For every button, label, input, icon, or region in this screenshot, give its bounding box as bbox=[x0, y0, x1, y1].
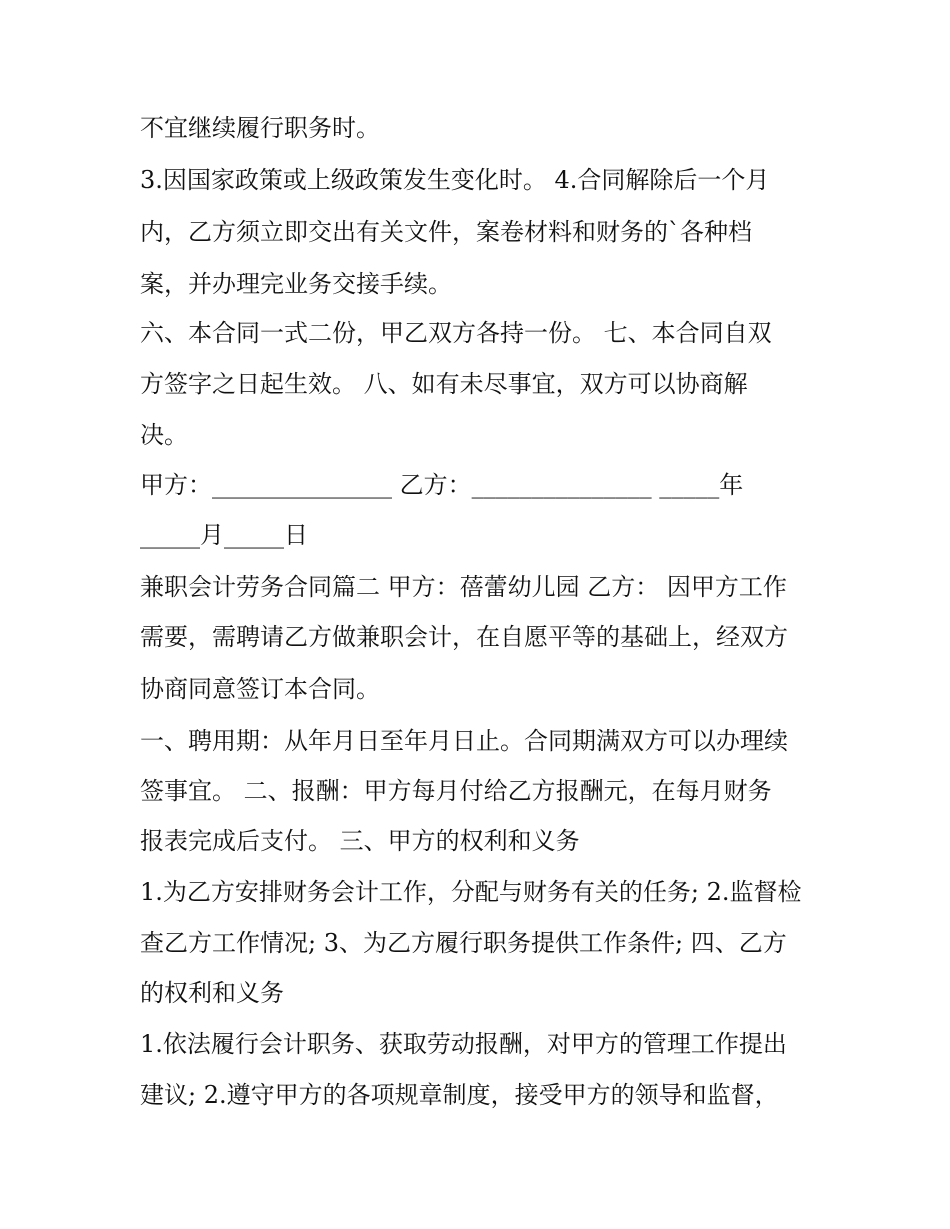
text-line: 建议; 2.遵守甲方的各项规章制度，接受甲方的领导和监督， bbox=[140, 1081, 779, 1109]
text-line: 不宜继续履行职务时。 bbox=[140, 114, 380, 142]
date-line: _____月_____日 bbox=[140, 521, 308, 549]
signature-line: 甲方：_______________ 乙方：_______________ _____年 bbox=[140, 471, 744, 499]
text-line: 1.为乙方安排财务会计工作，分配与财务有关的任务; 2.监督检 bbox=[140, 878, 802, 906]
text-line: 兼职会计劳务合同篇二 甲方：蓓蕾幼儿园 乙方： 因甲方工作 bbox=[140, 573, 787, 601]
text-line: 报表完成后支付。 三、甲方的权利和义务 bbox=[140, 827, 580, 855]
text-line: 3.因国家政策或上级政策发生变化时。 4.合同解除后一个月 bbox=[140, 166, 770, 194]
text-line: 协商同意签订本合同。 bbox=[140, 675, 380, 703]
text-line: 六、本合同一式二份，甲乙双方各持一份。 七、本合同自双 bbox=[140, 319, 772, 347]
text-line: 决。 bbox=[140, 421, 188, 449]
text-line: 查乙方工作情况; 3、为乙方履行职务提供工作条件; 四、乙方 bbox=[140, 929, 787, 957]
text-line: 内，乙方须立即交出有关文件，案卷材料和财务的`各种档 bbox=[140, 218, 752, 246]
text-line: 签事宜。 二、报酬：甲方每月付给乙方报酬元，在每月财务 bbox=[140, 777, 772, 805]
text-line: 一、聘用期：从年月日至年月日止。合同期满双方可以办理续 bbox=[140, 727, 788, 755]
text-line: 案，并办理完业务交接手续。 bbox=[140, 270, 452, 298]
text-line: 方签字之日起生效。 八、如有未尽事宜，双方可以协商解 bbox=[140, 370, 748, 398]
text-line: 的权利和义务 bbox=[140, 979, 284, 1007]
text-line: 1.依法履行会计职务、获取劳动报酬，对甲方的管理工作提出 bbox=[140, 1030, 787, 1058]
text-line: 需要，需聘请乙方做兼职会计，在自愿平等的基础上，经双方 bbox=[140, 623, 788, 651]
